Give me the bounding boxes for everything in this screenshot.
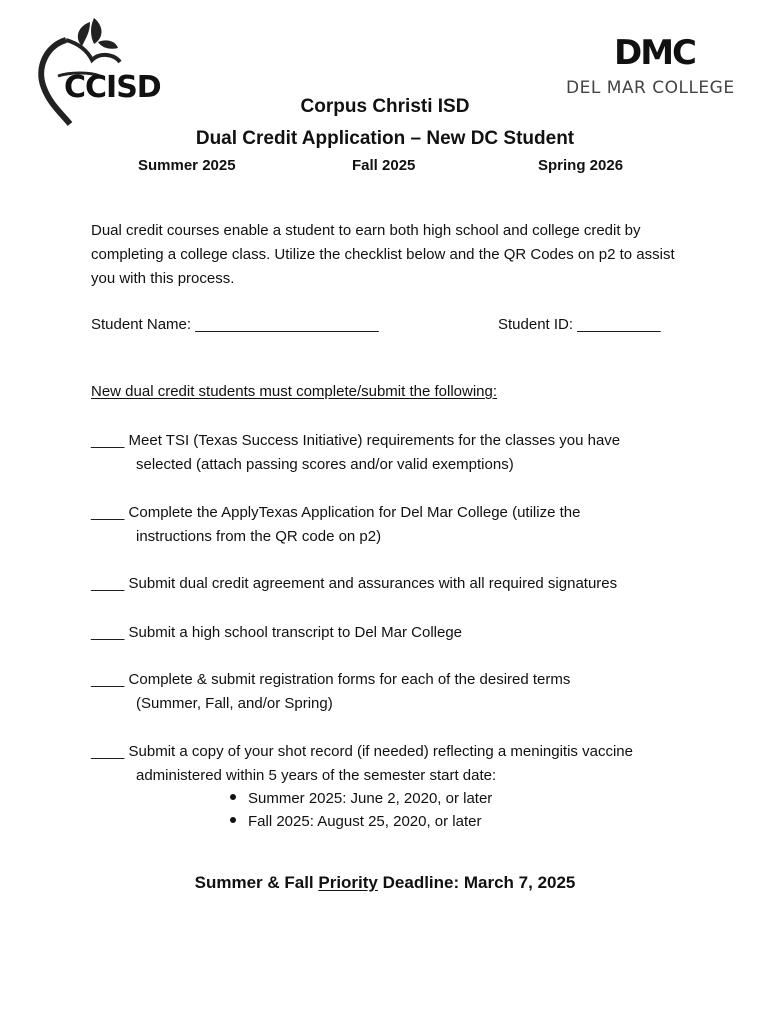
checklist-item: ____ Meet TSI (Texas Success Initiative) requirements for the classes you have selected (attach passing scores and/or valid exemptions) xyxy=(91,432,621,473)
checklist-item: ____ Submit dual credit agreement and assurances with all required signatures xyxy=(91,575,618,592)
del-mar-college-text: DEL MAR COLLEGE xyxy=(566,78,735,98)
page-title: Corpus Christi ISD xyxy=(300,96,470,117)
leaf-icon xyxy=(98,40,118,48)
bullet-dot-icon xyxy=(230,794,236,800)
checklist-item: ____ Complete & submit registration forms for each of the desired terms (Summer, Fall, and/or Spring) xyxy=(91,671,571,712)
bullet-item: Summer 2025: June 2, 2020, or later xyxy=(230,790,492,807)
intro-paragraph: Dual credit courses enable a student to earn both high school and college credit by completing a college class. Utilize the checklist below and the QR Codes on p2 to assist you with this process. xyxy=(91,222,675,287)
checklist-item: ____ Submit a copy of your shot record (if needed) reflecting a meningitis vaccine administered within 5 years of the semester start date: xyxy=(91,743,633,784)
del-mar-college-logo xyxy=(566,33,752,100)
checklist-item: ____ Submit a high school transcript to Del Mar College xyxy=(91,624,463,641)
bullet-item: Fall 2025: August 25, 2020, or later xyxy=(230,813,482,830)
ccisd-logo-text: CCISD xyxy=(64,70,161,105)
leaf-icon xyxy=(91,18,102,44)
leaf-icon xyxy=(78,22,90,46)
term-summer: Summer 2025 xyxy=(138,157,236,174)
page-subtitle: Dual Credit Application – New DC Student xyxy=(195,128,575,149)
checklist-heading: New dual credit students must complete/submit the following: xyxy=(91,383,498,400)
term-fall: Fall 2025 xyxy=(352,157,416,174)
priority-deadline: Summer & Fall Priority Deadline: March 7, 2025 xyxy=(194,873,576,892)
student-name-field: Student Name: ______________________ xyxy=(91,316,379,333)
checklist-item: ____ Complete the ApplyTexas Application for Del Mar College (utilize the instructions from the QR code on p2) xyxy=(91,504,581,545)
bullet-dot-icon xyxy=(230,817,236,823)
student-id-field: Student ID: __________ xyxy=(498,316,661,333)
dmc-mark: DMC xyxy=(614,33,696,73)
term-spring: Spring 2026 xyxy=(538,157,624,174)
